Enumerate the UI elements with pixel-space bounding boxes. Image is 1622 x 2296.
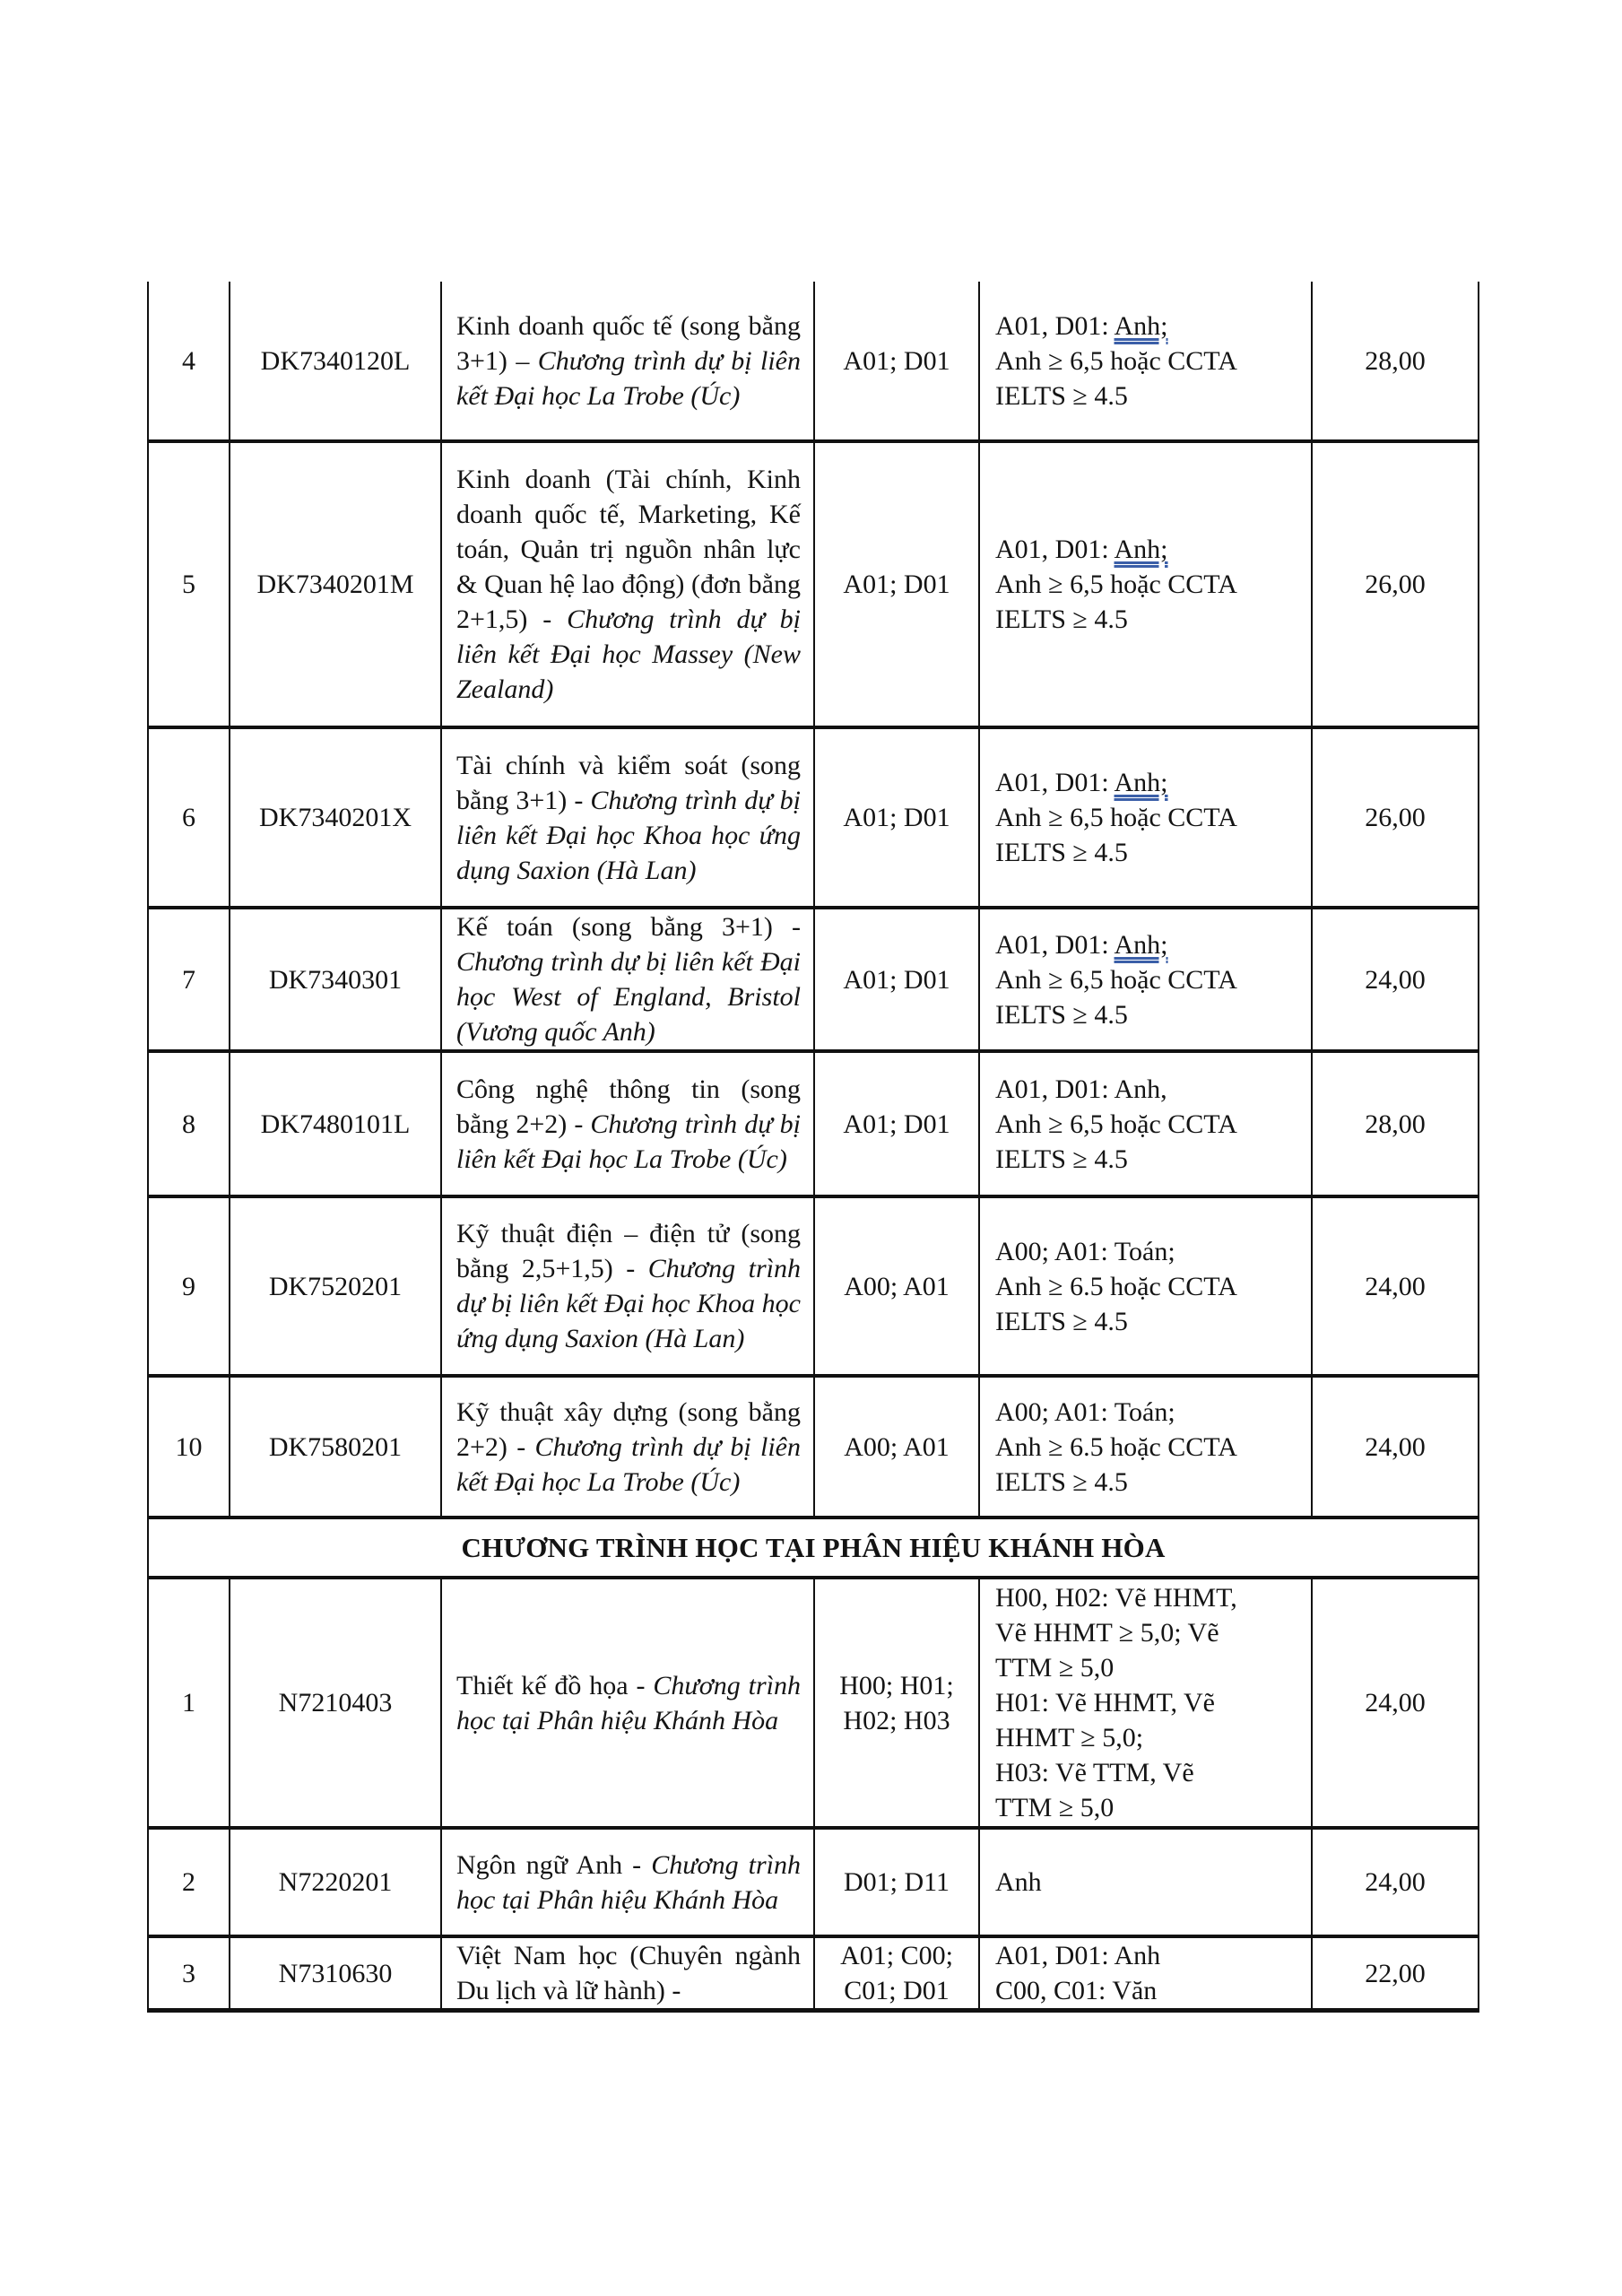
table-row xyxy=(148,1376,1479,1518)
condition-line: Anh ≥ 6,5 hoặc CCTA xyxy=(995,803,1237,832)
cutoff-score: 24,00 xyxy=(1312,1376,1479,1518)
program-code: DK7340201X xyxy=(230,727,441,908)
subject-combination: A01; D01 xyxy=(814,908,979,1051)
row-index: 6 xyxy=(148,727,230,908)
table-row xyxy=(148,727,1479,908)
program-name xyxy=(441,1051,814,1196)
program-name-note: Chương trình dự bị liên kết Đại học Khoa học ứng dụng Saxion (Hà Lan) xyxy=(456,1254,801,1353)
table-row xyxy=(148,1936,1479,2011)
cutoff-score: 26,00 xyxy=(1312,441,1479,727)
program-name-note: Chương trình dự bị liên kết Đại học La Trobe (Úc) xyxy=(456,345,801,411)
row-index: 3 xyxy=(148,1936,230,2011)
condition-line: Anh ≥ 6,5 hoặc CCTA xyxy=(995,964,1237,995)
condition-line xyxy=(995,927,1304,962)
combination-line: A01; C00; xyxy=(840,1941,953,1970)
condition-line: Anh ≥ 6,5 hoặc CCTA xyxy=(995,1109,1237,1139)
row-index: 1 xyxy=(148,1578,230,1828)
program-name xyxy=(441,282,814,441)
program-code: N7210403 xyxy=(230,1578,441,1828)
admission-condition xyxy=(979,1051,1312,1196)
program-name-main: Ngôn ngữ Anh - xyxy=(456,1849,652,1880)
condition-line: Anh ≥ 6.5 hoặc CCTA xyxy=(995,1431,1237,1462)
cutoff-score: 28,00 xyxy=(1312,1051,1479,1196)
condition-line xyxy=(995,765,1304,800)
program-name xyxy=(441,908,814,1051)
cutoff-score: 28,00 xyxy=(1312,282,1479,441)
combination-line: H02; H03 xyxy=(843,1705,950,1735)
program-code: DK7480101L xyxy=(230,1051,441,1196)
program-code: DK7520201 xyxy=(230,1196,441,1376)
row-index: 5 xyxy=(148,441,230,727)
combination-line: D01; D11 xyxy=(843,1867,950,1897)
program-name-main: Kinh doanh quốc tế (song bằng 3+1) – xyxy=(456,310,801,376)
combination-line: C01; D01 xyxy=(844,1976,950,2005)
program-name-note: Chương trình dự bị liên kết Đại học La Trobe (Úc) xyxy=(456,1431,801,1497)
row-index: 9 xyxy=(148,1196,230,1376)
condition-line: IELTS ≥ 4.5 xyxy=(995,380,1128,411)
condition-line: IELTS ≥ 4.5 xyxy=(995,1306,1128,1336)
table-row xyxy=(148,1578,1479,1828)
subject-combination: A00; A01 xyxy=(814,1376,979,1518)
subject-combination: A01; D01 xyxy=(814,1051,979,1196)
cutoff-score: 26,00 xyxy=(1312,727,1479,908)
spellcheck-underlined-word: Anh; xyxy=(1114,535,1168,564)
condition-line: TTM ≥ 5,0 xyxy=(995,1793,1115,1822)
program-name xyxy=(441,1578,814,1828)
condition-line: H01: Vẽ HHMT, Vẽ xyxy=(995,1688,1215,1718)
program-name-main: Công nghệ thông tin (song bằng 2+2) - xyxy=(456,1074,801,1139)
admission-condition xyxy=(979,1936,1312,2011)
section-header-row xyxy=(148,1518,1479,1578)
program-name-note: Chương trình dự bị liên kết Đại học Khoa học ứng dụng Saxion (Hà Lan) xyxy=(456,785,801,885)
program-name-main: Thiết kế đồ họa - xyxy=(456,1670,654,1700)
program-name xyxy=(441,1376,814,1518)
admission-condition xyxy=(979,282,1312,441)
condition-line: C00, C01: Văn xyxy=(995,1976,1158,2005)
condition-line: H00, H02: Vẽ HHMT, xyxy=(995,1583,1237,1613)
program-code: DK7340301 xyxy=(230,908,441,1051)
cutoff-score: 22,00 xyxy=(1312,1936,1479,2011)
subject-combination xyxy=(814,1936,979,2011)
program-name-main: Kỹ thuật xây dựng (song bằng 2+2) - xyxy=(456,1396,801,1462)
admission-condition xyxy=(979,1196,1312,1376)
program-code: N7220201 xyxy=(230,1828,441,1936)
program-name-main: Tài chính và kiểm soát (song bằng 3+1) - xyxy=(456,750,801,815)
condition-text: A01, D01: xyxy=(995,768,1115,797)
row-index: 4 xyxy=(148,282,230,441)
condition-line xyxy=(995,532,1304,567)
row-index: 7 xyxy=(148,908,230,1051)
subject-combination: A01; D01 xyxy=(814,441,979,727)
table-row xyxy=(148,1196,1479,1376)
subject-combination: A01; D01 xyxy=(814,727,979,908)
condition-line: A00; A01: Toán; xyxy=(995,1396,1175,1427)
table-row xyxy=(148,1828,1479,1936)
table-row xyxy=(148,441,1479,727)
condition-line: IELTS ≥ 4.5 xyxy=(995,1144,1128,1174)
condition-line: IELTS ≥ 4.5 xyxy=(995,604,1128,634)
cutoff-score: 24,00 xyxy=(1312,1196,1479,1376)
cutoff-score: 24,00 xyxy=(1312,908,1479,1051)
condition-line: A00; A01: Toán; xyxy=(995,1236,1175,1266)
subject-combination xyxy=(814,1578,979,1828)
condition-text: A01, D01: xyxy=(995,535,1115,564)
row-index: 2 xyxy=(148,1828,230,1936)
condition-line: Anh xyxy=(995,1867,1042,1897)
condition-line: Anh ≥ 6.5 hoặc CCTA xyxy=(995,1271,1237,1301)
spellcheck-underlined-word: Anh; xyxy=(1114,768,1168,797)
admission-condition xyxy=(979,1828,1312,1936)
spellcheck-underlined-word: Anh; xyxy=(1114,929,1168,960)
program-name-main: Việt Nam học (Chuyên ngành Du lịch và lữ hành) - xyxy=(456,1941,801,2005)
program-name xyxy=(441,441,814,727)
condition-line: A01, D01: Anh, xyxy=(995,1074,1167,1104)
program-name xyxy=(441,1196,814,1376)
program-name xyxy=(441,1828,814,1936)
condition-line: Anh ≥ 6,5 hoặc CCTA xyxy=(995,570,1237,599)
table-row xyxy=(148,282,1479,441)
section-title: CHƯƠNG TRÌNH HỌC TẠI PHÂN HIỆU KHÁNH HÒA xyxy=(148,1518,1479,1578)
program-name xyxy=(441,1936,814,2011)
cutoff-score: 24,00 xyxy=(1312,1828,1479,1936)
program-name-note: Chương trình dự bị liên kết Đại học La Trobe (Úc) xyxy=(456,1109,801,1174)
condition-line: H03: Vẽ TTM, Vẽ xyxy=(995,1758,1194,1787)
condition-line: IELTS ≥ 4.5 xyxy=(995,838,1128,867)
condition-line: IELTS ≥ 4.5 xyxy=(995,1466,1128,1497)
program-name-note: Chương trình dự bị liên kết Đại học Massey (New Zealand) xyxy=(456,604,801,704)
table-row xyxy=(148,908,1479,1051)
condition-line: Anh ≥ 6,5 hoặc CCTA xyxy=(995,345,1237,376)
spellcheck-underlined-word: Anh; xyxy=(1114,310,1168,341)
program-code: DK7340201M xyxy=(230,441,441,727)
program-name-note: Chương trình dự bị liên kết Đại học West of England, Bristol (Vương quốc Anh) xyxy=(456,947,801,1047)
program-name-note: Chương trình học tại Phân hiệu Khánh Hòa xyxy=(456,1670,801,1735)
program-name-main: Kỹ thuật điện – điện tử (song bằng 2,5+1,5) - xyxy=(456,1219,801,1283)
program-code: DK7340120L xyxy=(230,282,441,441)
program-name-main: Kế toán (song bằng 3+1) - xyxy=(456,912,801,942)
admissions-table xyxy=(147,282,1479,2013)
subject-combination: A00; A01 xyxy=(814,1196,979,1376)
condition-line: IELTS ≥ 4.5 xyxy=(995,999,1128,1030)
admission-condition xyxy=(979,727,1312,908)
condition-line: A01, D01: Anh xyxy=(995,1941,1161,1970)
subject-combination: A01; D01 xyxy=(814,282,979,441)
program-code: DK7580201 xyxy=(230,1376,441,1518)
condition-text: A01, D01: xyxy=(995,310,1115,341)
condition-line xyxy=(995,309,1304,344)
program-code: N7310630 xyxy=(230,1936,441,2011)
cutoff-score: 24,00 xyxy=(1312,1578,1479,1828)
combination-line: H00; H01; xyxy=(839,1670,954,1700)
admission-condition xyxy=(979,908,1312,1051)
condition-line: Vẽ HHMT ≥ 5,0; Vẽ xyxy=(995,1618,1219,1648)
condition-line: TTM ≥ 5,0 xyxy=(995,1653,1115,1683)
condition-line: HHMT ≥ 5,0; xyxy=(995,1723,1144,1752)
table-row xyxy=(148,1051,1479,1196)
program-name-note: Chương trình học tại Phân hiệu Khánh Hòa xyxy=(456,1849,801,1915)
admission-condition xyxy=(979,441,1312,727)
subject-combination xyxy=(814,1828,979,1936)
row-index: 10 xyxy=(148,1376,230,1518)
condition-text: A01, D01: xyxy=(995,929,1115,960)
admission-condition xyxy=(979,1376,1312,1518)
program-name xyxy=(441,727,814,908)
program-name-main: Kinh doanh (Tài chính, Kinh doanh quốc tế, Marketing, Kế toán, Quản trị nguồn nhân lực & Quan hệ lao động) (đơn bằng 2+1,5) - xyxy=(456,465,801,634)
admission-condition xyxy=(979,1578,1312,1828)
row-index: 8 xyxy=(148,1051,230,1196)
